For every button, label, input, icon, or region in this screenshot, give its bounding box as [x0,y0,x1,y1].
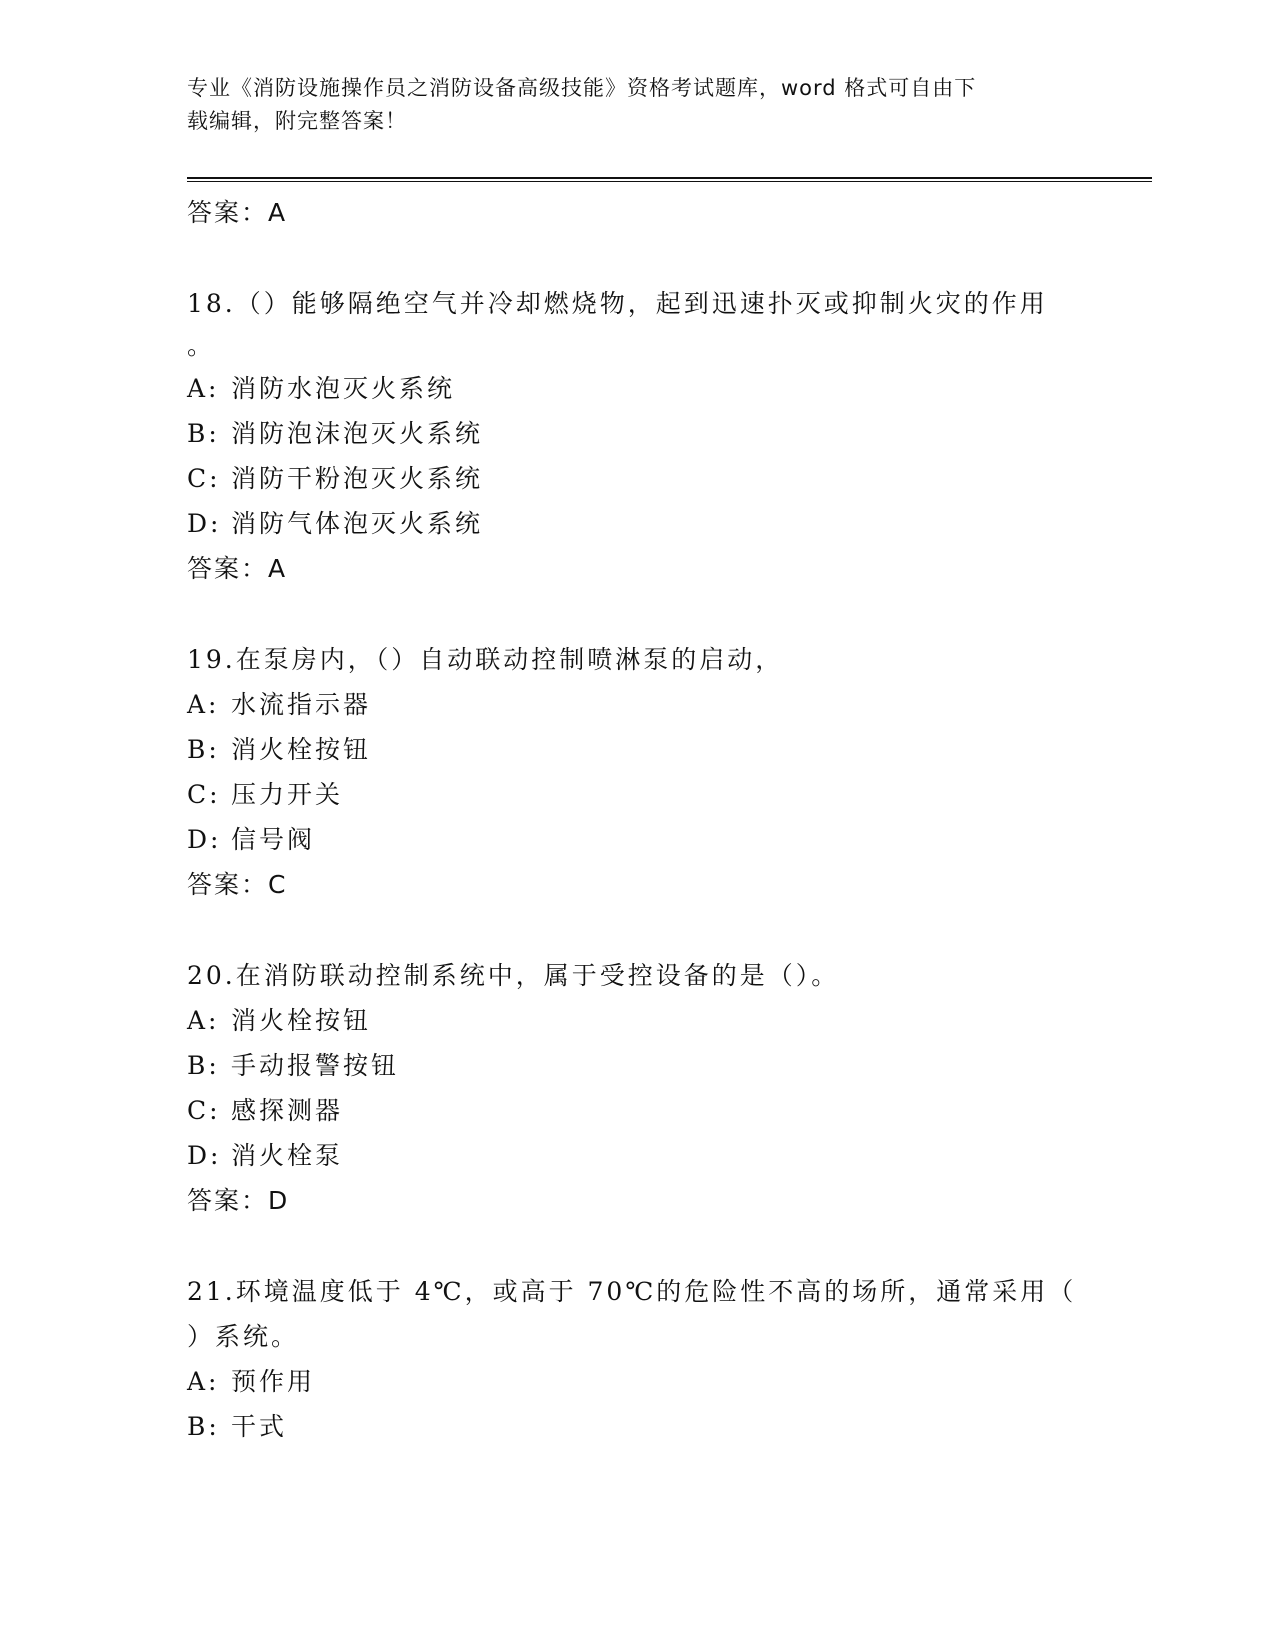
header-line-2: 载编辑，附完整答案！ [187,109,407,133]
answer-18: 答案：A [187,554,288,583]
option-21-a: A: 预作用 [187,1367,316,1396]
question-19 [187,637,1087,907]
question-20-text: 20.在消防联动控制系统中，属于受控设备的是（）。 [187,961,840,990]
option-21-b: B: 干式 [187,1412,288,1441]
answer-17: 答案：A [187,198,288,227]
answer-20: 答案：D [187,1186,290,1215]
header-divider [187,177,1152,182]
question-20 [187,953,1087,1223]
option-18-d: D: 消防气体泡灭火系统 [187,509,484,538]
option-20-a: A: 消火栓按钮 [187,1006,372,1035]
header-line-1: 专业《消防设施操作员之消防设备高级技能》资格考试题库，word 格式可自由下 [187,76,977,100]
question-19-text: 19.在泵房内，（）自动联动控制喷淋泵的启动， [187,645,784,674]
question-18-text-cont: 。 [187,331,216,360]
option-18-c: C: 消防干粉泡灭火系统 [187,464,484,493]
page-header [187,72,1067,138]
option-20-d: D: 消火栓泵 [187,1141,344,1170]
question-21 [187,1269,1087,1449]
option-20-b: B: 手动报警按钮 [187,1051,400,1080]
option-19-d: D: 信号阀 [187,825,316,854]
option-18-b: B: 消防泡沫泡灭火系统 [187,419,484,448]
answer-19: 答案：C [187,870,288,899]
option-19-b: B: 消火栓按钮 [187,735,372,764]
option-19-c: C: 压力开关 [187,780,344,809]
question-21-text-cont: ）系统。 [187,1322,300,1351]
option-19-a: A: 水流指示器 [187,690,372,719]
question-21-text: 21.环境温度低于 4℃，或高于 70℃的危险性不高的场所，通常采用（ [187,1277,1077,1306]
option-18-a: A: 消防水泡灭火系统 [187,374,456,403]
question-list [187,190,1087,1449]
question-18-text: 18.（）能够隔绝空气并冷却燃烧物，起到迅速扑灭或抑制火灾的作用 [187,289,1048,318]
option-20-c: C: 感探测器 [187,1096,344,1125]
question-18 [187,281,1087,591]
